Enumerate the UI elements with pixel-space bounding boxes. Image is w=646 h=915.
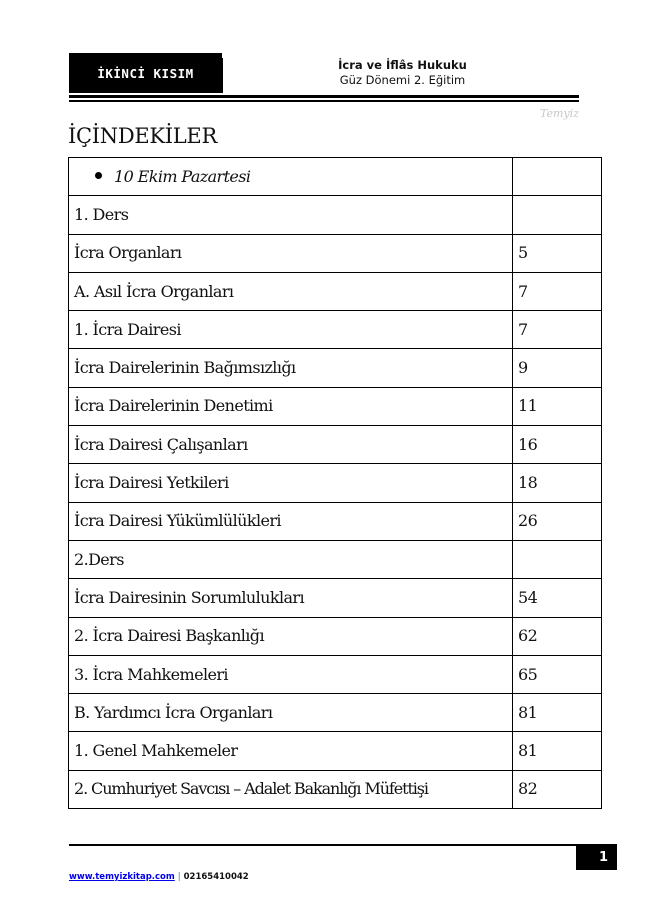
toc-title-cell [69, 311, 513, 349]
toc-row[interactable] [69, 502, 602, 540]
toc-page-number: 7 [513, 272, 602, 310]
toc-title-cell [69, 617, 513, 655]
toc-row[interactable] [69, 234, 602, 272]
course-subtitle: Güz Dönemi 2. Eğitim [339, 73, 466, 87]
toc-page-number: 81 [513, 694, 602, 732]
toc-page-number [513, 158, 602, 196]
toc-title: A. Asıl İcra Organları [74, 281, 234, 301]
toc-title: İcra Organları [74, 243, 182, 263]
toc-title: 1. Genel Mahkemeler [74, 741, 238, 761]
toc-title-cell [69, 272, 513, 310]
toc-page-number: 16 [513, 426, 602, 464]
section-label-block [69, 53, 222, 93]
toc-title-cell [69, 540, 513, 578]
toc-title: 2. Cumhuriyet Savcısı – Adalet Bakanlığı Müfettişi [74, 779, 428, 799]
toc-page-number: 5 [513, 234, 602, 272]
toc-title: İcra Dairesi Yetkileri [74, 473, 229, 493]
page-number: 1 [576, 846, 617, 870]
website-link[interactable]: www.temyizkitap.com [69, 872, 175, 882]
toc-page-number: 7 [513, 311, 602, 349]
course-title: İcra ve İflâs Hukuku [338, 58, 467, 72]
toc-title: 1. İcra Dairesi [74, 319, 181, 339]
toc-title-cell [69, 579, 513, 617]
toc-page-number [513, 196, 602, 234]
toc-title: 3. İcra Mahkemeleri [74, 664, 228, 684]
toc-title: İcra Dairelerinin Denetimi [74, 396, 273, 416]
toc-title-cell [69, 502, 513, 540]
phone-number: 02165410042 [183, 872, 249, 882]
toc-page-number: 26 [513, 502, 602, 540]
toc-title: İcra Dairelerinin Bağımsızlığı [74, 358, 296, 378]
toc-title: İcra Dairesi Yükümlülükleri [74, 511, 281, 531]
footer-rule [69, 844, 617, 846]
toc-title-cell [69, 694, 513, 732]
header-rule-thin [69, 100, 579, 102]
toc-page-number: 82 [513, 770, 602, 808]
toc-row[interactable] [69, 617, 602, 655]
toc-row[interactable] [69, 272, 602, 310]
toc-page-number: 54 [513, 579, 602, 617]
toc-title: İcra Dairesi Çalışanları [74, 434, 248, 454]
toc-title-cell [69, 732, 513, 770]
header-rule-thick [69, 95, 579, 98]
toc-row[interactable] [69, 387, 602, 425]
table-of-contents [68, 157, 602, 809]
toc-title-cell [69, 426, 513, 464]
toc-row[interactable] [69, 694, 602, 732]
toc-page-number: 18 [513, 464, 602, 502]
toc-row[interactable] [69, 349, 602, 387]
toc-row[interactable] [69, 426, 602, 464]
watermark-text: Temyiz [540, 107, 579, 120]
toc-title-cell [69, 770, 513, 808]
toc-row[interactable] [69, 579, 602, 617]
toc-page-number: 9 [513, 349, 602, 387]
toc-title: 1. Ders [74, 204, 129, 224]
toc-page-number: 65 [513, 655, 602, 693]
toc-row[interactable] [69, 464, 602, 502]
toc-page-number: 81 [513, 732, 602, 770]
toc-title-cell [69, 387, 513, 425]
toc-title: İcra Dairesinin Sorumlulukları [74, 587, 304, 607]
toc-lesson-row[interactable] [69, 540, 602, 578]
toc-page-number [513, 540, 602, 578]
toc-page-number: 11 [513, 387, 602, 425]
footer-contact [69, 872, 249, 882]
toc-row[interactable] [69, 655, 602, 693]
toc-title-cell [69, 196, 513, 234]
toc-title-cell [69, 158, 513, 196]
toc-lesson-row[interactable] [69, 196, 602, 234]
toc-title: 2. İcra Dairesi Başkanlığı [74, 626, 264, 646]
header-block-edge [222, 58, 223, 93]
toc-row[interactable] [69, 732, 602, 770]
toc-title-cell [69, 464, 513, 502]
toc-title-cell [69, 655, 513, 693]
toc-row[interactable] [69, 770, 602, 808]
page-title: İÇİNDEKİLER [68, 124, 217, 148]
toc-title-cell [69, 349, 513, 387]
footer-separator: | [177, 872, 181, 882]
toc-row[interactable] [69, 311, 602, 349]
toc-page-number: 62 [513, 617, 602, 655]
toc-title: B. Yardımcı İcra Organları [74, 702, 273, 722]
section-label: İKİNCİ KISIM [97, 65, 194, 81]
toc-title: 10 Ekim Pazartesi [114, 166, 251, 186]
toc-title-cell [69, 234, 513, 272]
toc-title: 2.Ders [74, 549, 124, 569]
toc-session-row[interactable] [69, 158, 602, 196]
bullet-icon [95, 172, 102, 179]
course-header [230, 58, 575, 88]
